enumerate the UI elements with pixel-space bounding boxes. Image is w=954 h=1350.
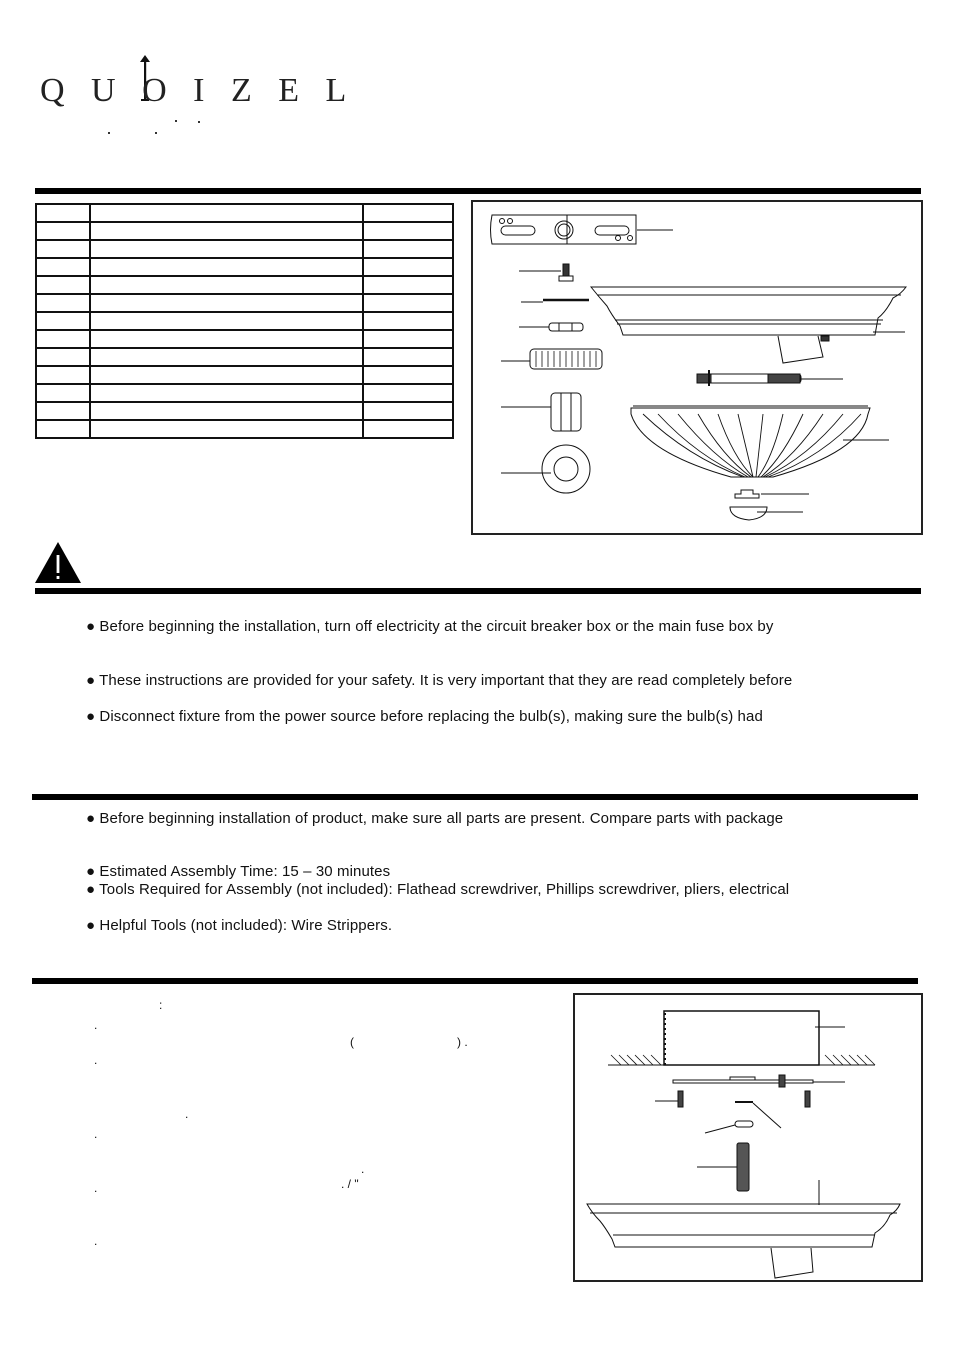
part-description-cell <box>90 348 363 366</box>
part-id-cell <box>36 366 90 384</box>
parts-table <box>35 203 454 439</box>
prep-bullet: ● Estimated Assembly Time: 15 – 30 minutes <box>86 863 391 880</box>
part-description-cell <box>90 366 363 384</box>
part-quantity-cell <box>363 420 453 438</box>
part-description-cell <box>90 204 363 222</box>
stray-mark <box>155 132 157 134</box>
part-id-cell <box>36 204 90 222</box>
step-marker: . <box>94 1053 98 1067</box>
installation-diagram <box>573 993 923 1282</box>
parts-table-row <box>36 384 453 402</box>
part-description-cell <box>90 240 363 258</box>
prep-bullet: ● Tools Required for Assembly (not included): Flathead screwdriver, Phillips screwdriver, pliers, electrical <box>86 881 790 898</box>
part-id-cell <box>36 312 90 330</box>
part-description-cell <box>90 384 363 402</box>
parts-table-row <box>36 312 453 330</box>
step-marker: . <box>94 1127 98 1141</box>
part-id-cell <box>36 348 90 366</box>
parts-table-row <box>36 294 453 312</box>
stray-mark <box>175 120 177 122</box>
step-marker: . <box>94 1181 98 1195</box>
step-marker: . <box>94 1234 98 1248</box>
part-description-cell <box>90 222 363 240</box>
warning-bullet: ● Disconnect fixture from the power source before replacing the bulb(s), making sure the bulb(s) had <box>86 708 763 725</box>
part-description-cell <box>90 330 363 348</box>
section-divider <box>35 188 921 194</box>
mounting-illustration <box>575 995 921 1280</box>
instruction-fragment: ) . <box>457 1035 468 1049</box>
crossbar-icon <box>491 215 568 244</box>
section-divider <box>32 978 918 984</box>
parts-diagram <box>471 200 923 535</box>
parts-table-row <box>36 420 453 438</box>
part-quantity-cell <box>363 222 453 240</box>
part-quantity-cell <box>363 204 453 222</box>
instruction-fragment: : <box>159 998 163 1012</box>
part-description-cell <box>90 312 363 330</box>
warning-triangle-icon <box>34 541 82 584</box>
part-quantity-cell <box>363 384 453 402</box>
part-quantity-cell <box>363 240 453 258</box>
parts-table-row <box>36 276 453 294</box>
part-quantity-cell <box>363 402 453 420</box>
instruction-fragment: . / " <box>341 1177 359 1191</box>
part-id-cell <box>36 330 90 348</box>
part-quantity-cell <box>363 258 453 276</box>
part-quantity-cell <box>363 330 453 348</box>
instruction-fragment: . <box>185 1107 189 1121</box>
part-id-cell <box>36 384 90 402</box>
part-id-cell <box>36 402 90 420</box>
part-description-cell <box>90 294 363 312</box>
warning-bullet: ● These instructions are provided for your safety. It is very important that they are read completely before <box>86 672 793 689</box>
section-divider <box>32 794 918 800</box>
part-id-cell <box>36 240 90 258</box>
part-id-cell <box>36 276 90 294</box>
parts-table-row <box>36 348 453 366</box>
prep-bullet: ● Before beginning installation of product, make sure all parts are present. Compare parts with package <box>86 810 784 827</box>
parts-table-row <box>36 330 453 348</box>
warning-bullet: ● Before beginning the installation, turn off electricity at the circuit breaker box or the main fuse box by <box>86 618 774 635</box>
prep-bullet: ● Helpful Tools (not included): Wire Strippers. <box>86 917 393 934</box>
section-divider <box>35 588 921 594</box>
parts-table-row <box>36 402 453 420</box>
instruction-fragment: . <box>361 1162 365 1176</box>
part-id-cell <box>36 294 90 312</box>
part-quantity-cell <box>363 366 453 384</box>
parts-table-row <box>36 222 453 240</box>
part-description-cell <box>90 258 363 276</box>
part-quantity-cell <box>363 348 453 366</box>
instruction-fragment: ( <box>350 1035 354 1049</box>
step-marker: . <box>94 1018 98 1032</box>
exploded-parts-illustration <box>473 202 921 533</box>
part-description-cell <box>90 276 363 294</box>
parts-table-row <box>36 366 453 384</box>
part-id-cell <box>36 420 90 438</box>
brand-name: Q U O I Z E L <box>40 72 356 109</box>
parts-table-row <box>36 240 453 258</box>
part-id-cell <box>36 222 90 240</box>
parts-table-row <box>36 204 453 222</box>
part-description-cell <box>90 402 363 420</box>
part-description-cell <box>90 420 363 438</box>
parts-table-row <box>36 258 453 276</box>
stray-mark <box>108 132 110 134</box>
part-quantity-cell <box>363 312 453 330</box>
stray-mark <box>198 121 200 123</box>
part-id-cell <box>36 258 90 276</box>
brand-logo <box>40 50 356 110</box>
part-quantity-cell <box>363 276 453 294</box>
part-quantity-cell <box>363 294 453 312</box>
